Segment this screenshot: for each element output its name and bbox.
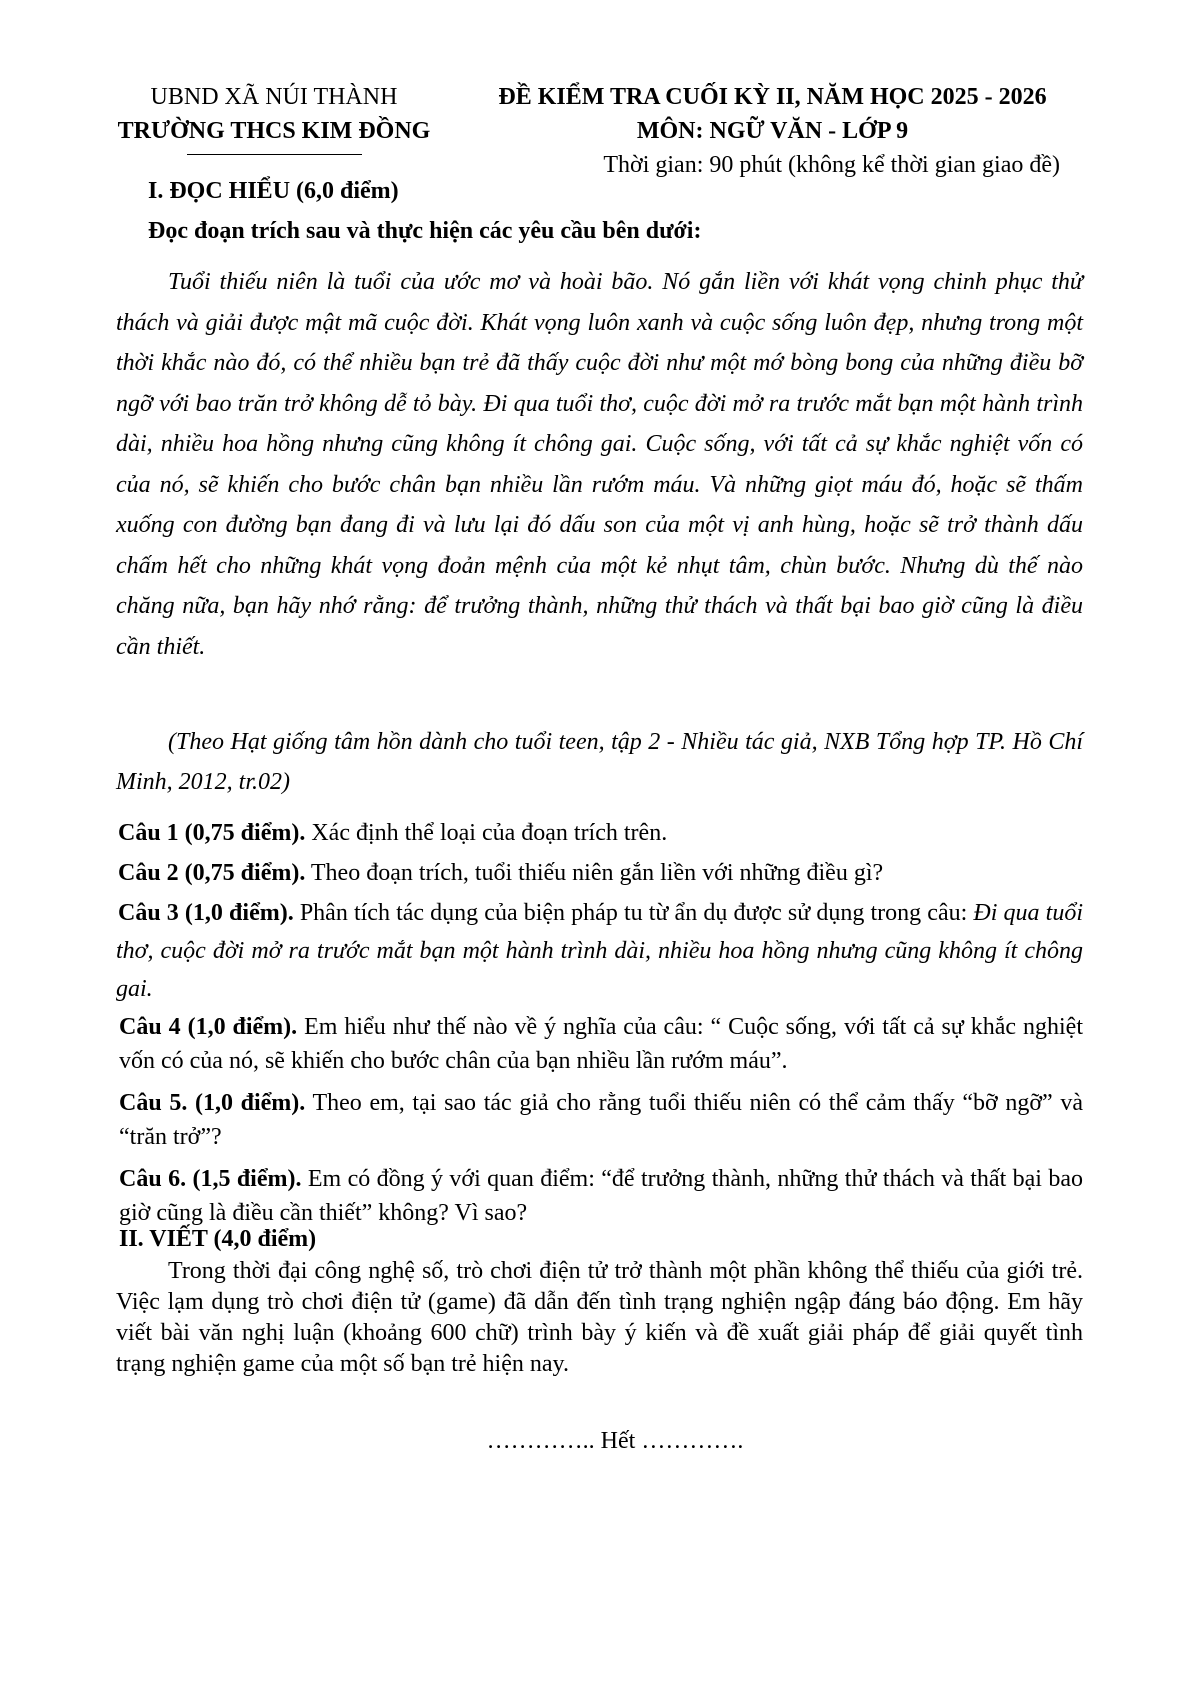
- question-6: [119, 1162, 1083, 1230]
- question-3: [116, 894, 1083, 1008]
- school-name: TRƯỜNG THCS KIM ĐỒNG: [117, 118, 431, 144]
- question-6-label: Câu 6. (1,5 điểm).: [119, 1166, 302, 1192]
- exam-header: [460, 80, 1085, 148]
- section-writing-title: II. VIẾT (4,0 điểm): [119, 1226, 317, 1252]
- question-3-text: Phân tích tác dụng của biện pháp tu từ ẩn dụ được sử dụng trong câu:: [293, 900, 974, 926]
- question-4-text: Em hiểu như thế nào về ý nghĩa của câu: “ Cuộc sống, với tất cả sự khắc nghiệt vốn có của nó, sẽ khiến cho bước chân của bạn nhiều lần rướm máu”.: [119, 1014, 1083, 1074]
- school-name-underline: [187, 154, 362, 155]
- passage-source: (Theo Hạt giống tâm hồn dành cho tuổi teen, tập 2 - Nhiều tác giả, NXB Tổng hợp TP. Hồ Chí Minh, 2012, tr.02): [116, 729, 1083, 795]
- exam-time: Thời gian: 90 phút (không kể thời gian giao đề): [603, 152, 1060, 178]
- section-reading-title: I. ĐỌC HIỂU (6,0 điểm): [148, 178, 399, 204]
- question-2-label: Câu 2 (0,75 điểm).: [118, 860, 306, 886]
- school-header: [104, 80, 444, 155]
- reading-instruction: Đọc đoạn trích sau và thực hiện các yêu cầu bên dưới:: [148, 218, 702, 244]
- question-5-label: Câu 5. (1,0 điểm).: [119, 1090, 306, 1116]
- question-1: [118, 816, 1085, 850]
- question-6-text: Em có đồng ý với quan điểm: “để trưởng thành, những thử thách và thất bại bao giờ cũng là điều cần thiết” không? Vì sao?: [119, 1166, 1084, 1226]
- end-marker: ………….. Hết ………….: [486, 1428, 744, 1454]
- question-1-text: Xác định thể loại của đoạn trích trên.: [305, 820, 668, 846]
- exam-title: ĐỀ KIỂM TRA CUỐI KỲ II, NĂM HỌC 2025 - 2026: [498, 84, 1047, 110]
- question-4-label: Câu 4 (1,0 điểm).: [119, 1014, 298, 1040]
- question-3-label: Câu 3 (1,0 điểm).: [118, 900, 294, 926]
- exam-subject: MÔN: NGỮ VĂN - LỚP 9: [636, 118, 909, 144]
- writing-prompt: Trong thời đại công nghệ số, trò chơi điện tử trở thành một phần không thể thiếu của giới trẻ. Việc lạm dụng trò chơi điện tử (game) đã dẫn đến tình trạng nghiện ngập đáng báo động. Em hãy viết bài văn nghị luận (khoảng 600 chữ) trình bày ý kiến và đề xuất giải pháp để giải quyết tình trạng nghiện game của một số bạn trẻ hiện nay.: [116, 1258, 1083, 1377]
- reading-passage: Tuổi thiếu niên là tuổi của ước mơ và hoài bão. Nó gắn liền với khát vọng chinh phục thử thách và giải được mật mã cuộc đời. Khát vọng luôn xanh và cuộc sống luôn đẹp, nhưng trong một thời khắc nào đó, có thể nhiều bạn trẻ đã thấy cuộc đời như một mớ bòng bong của những điều bỡ ngỡ với bao trăn trở không dễ tỏ bày. Đi qua tuổi thơ, cuộc đời mở ra trước mắt bạn một hành trình dài, nhiều hoa hồng nhưng cũng không ít chông gai. Cuộc sống, với tất cả sự khắc nghiệt vốn có của nó, sẽ khiến cho bước chân bạn nhiều lần rướm máu. Và những giọt máu đó, hoặc sẽ thấm xuống con đường bạn đang đi và lưu lại đó dấu son của một vị anh hùng, hoặc sẽ trở thành dấu chấm hết cho những khát vọng đoản mệnh của một kẻ nhụt tâm, chùn bước. Nhưng dù thế nào chăng nữa, bạn hãy nhớ rằng: để trưởng thành, những thử thách và thất bại bao giờ cũng là điều cần thiết.: [116, 269, 1083, 660]
- district-name: UBND XÃ NÚI THÀNH: [150, 84, 398, 110]
- question-1-label: Câu 1 (0,75 điểm).: [118, 820, 306, 846]
- question-3-quote: Đi qua tuổi thơ, cuộc đời mở ra trước mắt bạn một hành trình dài, nhiều hoa hồng nhưng cũng không ít chông gai.: [116, 900, 1083, 1002]
- question-5: [119, 1086, 1083, 1154]
- question-2: [118, 856, 1085, 890]
- question-4: [119, 1010, 1083, 1078]
- question-2-text: Theo đoạn trích, tuổi thiếu niên gắn liền với những điều gì?: [305, 860, 884, 886]
- question-5-text: Theo em, tại sao tác giả cho rằng tuổi thiếu niên có thể cảm thấy “bỡ ngỡ” và “trăn trở”?: [119, 1090, 1083, 1150]
